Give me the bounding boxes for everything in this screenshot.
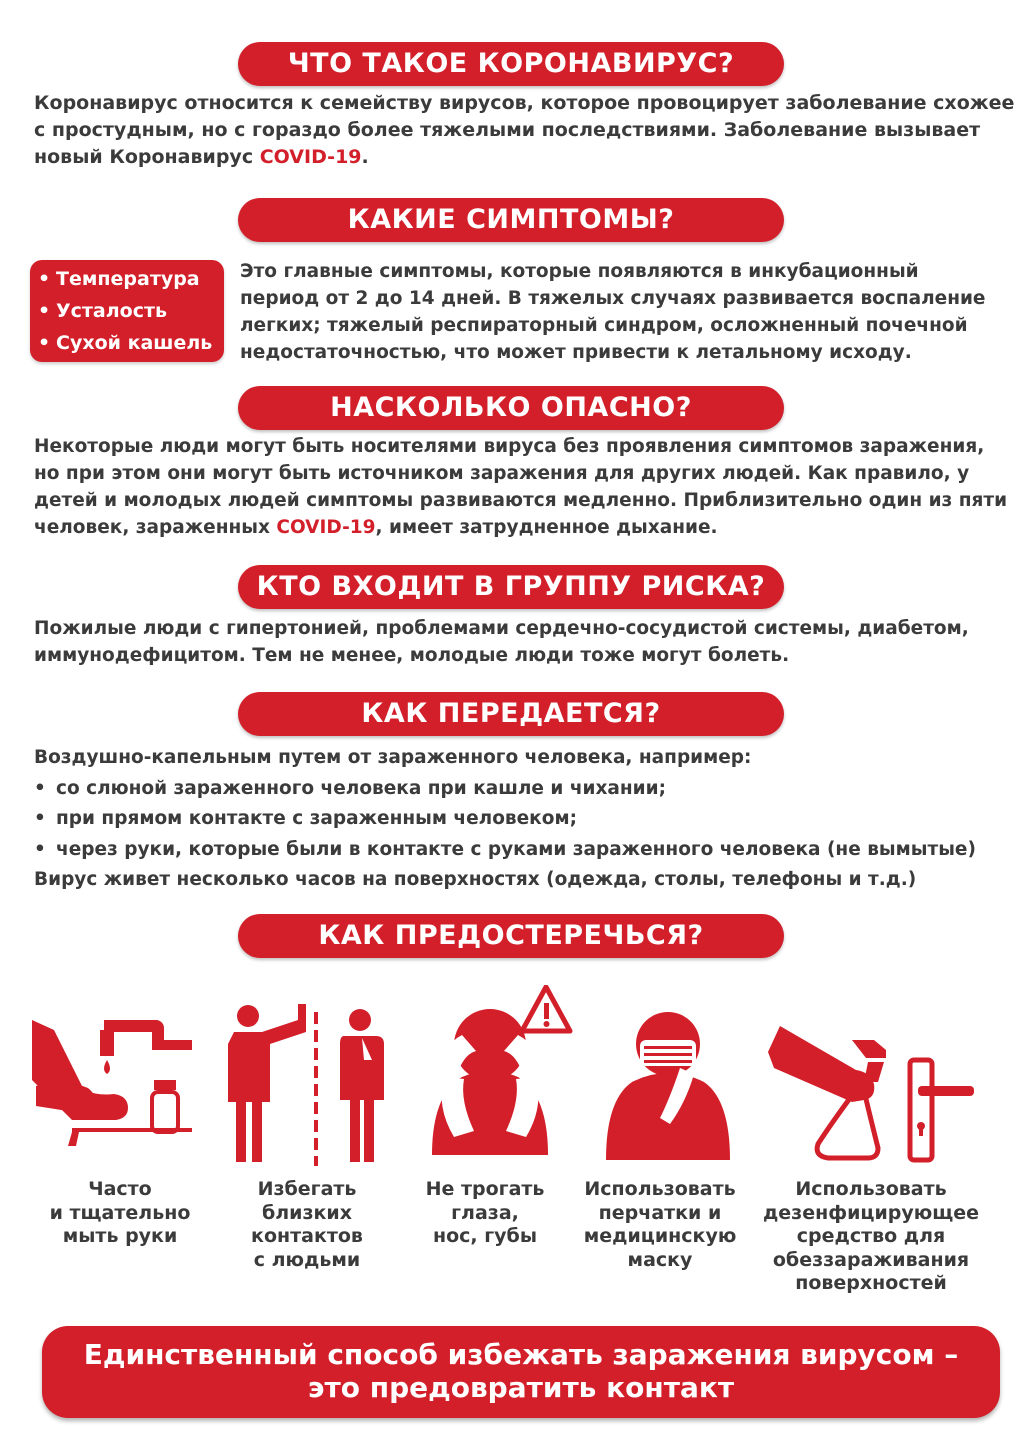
no-face-touch-icon (418, 985, 588, 1160)
bullet-icon: • (34, 838, 46, 860)
text-line: Пожилые люди с гипертонией, проблемами сердечно-сосудистой системы, диабетом, (34, 618, 969, 639)
symptoms-list (30, 260, 224, 362)
disinfectant-spray-icon (768, 1022, 978, 1167)
bullet-icon: • (38, 300, 51, 322)
bullet-icon: • (34, 808, 46, 829)
text-fragment: , имеет затрудненное дыхание. (375, 517, 718, 538)
covid-highlight: COVID-19 (276, 517, 376, 538)
banner-line: это предовратить контакт (307, 1371, 735, 1404)
heading-how-dangerous: НАСКОЛЬКО ОПАСНО? (238, 386, 784, 430)
text-line: детей и молодых людей симптомы развиваются медленно. Приблизительно один из пяти (34, 490, 1008, 511)
caption-line: контактов (251, 1225, 363, 1247)
symptom-label: Сухой кашель (56, 332, 213, 354)
covid-highlight: COVID-19 (259, 146, 362, 168)
caption-line: средство для (796, 1225, 946, 1247)
list-item-text: при прямом контакте с зараженным человеком; (56, 808, 577, 829)
what-is-coronavirus-text (34, 90, 1015, 171)
bullet-icon: • (34, 777, 46, 799)
bullet-icon: • (38, 332, 51, 354)
symptom-label: Усталость (56, 300, 168, 322)
tip-caption-disinfect (756, 1178, 986, 1296)
text-fragment: новый Коронавирус (34, 146, 260, 168)
symptom-item (38, 266, 200, 292)
caption-line: Использовать (584, 1178, 736, 1200)
caption-line: нос, губы (432, 1225, 538, 1247)
text-line: с простудным, но с гораздо более тяжелыми последствиями. Заболевание вызывает (34, 119, 981, 141)
text-line: Вирус живет несколько часов на поверхностях (одежда, столы, телефоны и т.д.) (34, 869, 917, 890)
list-item (34, 804, 999, 835)
list-item (34, 835, 999, 866)
text-line: Воздушно-капельным путем от зараженного человека, например: (34, 747, 752, 768)
risk-group-text (34, 615, 999, 669)
bottom-banner (42, 1326, 1000, 1418)
text-line (34, 144, 999, 171)
heading-symptoms: КАКИЕ СИМПТОМЫ? (238, 198, 784, 242)
caption-line: глаза, (451, 1201, 519, 1224)
caption-line: обеззараживания (772, 1248, 970, 1271)
text-fragment: человек, зараженных (34, 517, 277, 538)
text-line: Коронавирус относится к семейству вирусов, которое провоцирует заболевание схожее (34, 92, 1015, 114)
text-fragment: . (361, 146, 369, 168)
tip-caption-avoid-contact (222, 1178, 392, 1272)
symptoms-text (240, 258, 986, 366)
text-line: но при этом они могут быть источником заражения для других людей. Как правило, у (34, 463, 970, 484)
transmission-text (34, 743, 999, 896)
symptom-item (38, 330, 212, 356)
list-item-text: через руки, которые были в контакте с руками зараженного человека (не вымытые) (56, 838, 976, 860)
heading-what-is-coronavirus: ЧТО ТАКОЕ КОРОНАВИРУС? (238, 42, 784, 86)
caption-line: Избегать (257, 1178, 357, 1200)
caption-line: дезенфицирующее (762, 1201, 980, 1224)
text-line: недостаточностью, что может привести к летальному исходу. (240, 342, 912, 363)
list-item (34, 774, 999, 805)
caption-line: медицинскую (583, 1225, 737, 1247)
text-line: Некоторые люди могут быть носителями вируса без проявления симптомов заражения, (34, 436, 985, 457)
symptom-label: Температура (56, 268, 200, 290)
text-line: иммунодефицитом. Тем не менее, молодые люди тоже могут болеть. (34, 645, 790, 666)
banner-line: Единственный способ избежать заражения вирусом – (83, 1338, 959, 1371)
mask-gloves-icon (598, 1008, 738, 1163)
tip-caption-no-touch (400, 1178, 570, 1249)
caption-line: близких (262, 1201, 352, 1224)
caption-line: перчатки и (598, 1201, 722, 1224)
caption-line: Часто (88, 1178, 152, 1200)
heading-transmission: КАК ПЕРЕДАЕТСЯ? (238, 692, 784, 736)
list-item-text: со слюной зараженного человека при кашле и чихании; (56, 777, 667, 799)
heading-prevention: КАК ПРЕДОСТЕРЕЧЬСЯ? (238, 914, 784, 958)
caption-line: с людьми (253, 1248, 361, 1271)
text-line: Это главные симптомы, которые появляются в инкубационный (240, 261, 919, 282)
caption-line: мыть руки (62, 1225, 178, 1247)
caption-line: Использовать (795, 1178, 947, 1200)
heading-risk-group: КТО ВХОДИТ В ГРУППУ РИСКА? (238, 565, 784, 609)
text-line: период от 2 до 14 дней. В тяжелых случаях развивается воспаление (240, 288, 986, 309)
text-line: легких; тяжелый респираторный синдром, осложненный почечной (240, 315, 968, 336)
bullet-icon: • (38, 268, 51, 290)
how-dangerous-text (34, 433, 1008, 541)
text-line (34, 514, 999, 541)
symptom-item (38, 298, 167, 324)
caption-line: поверхностей (795, 1272, 947, 1294)
tip-caption-mask-gloves (574, 1178, 746, 1272)
caption-line: Не трогать (425, 1178, 545, 1200)
social-distance-icon (224, 1000, 404, 1170)
tip-caption-wash-hands (35, 1178, 205, 1249)
caption-line: маску (627, 1248, 693, 1271)
caption-line: и тщательно (49, 1201, 191, 1224)
hand-washing-icon (32, 1000, 202, 1165)
